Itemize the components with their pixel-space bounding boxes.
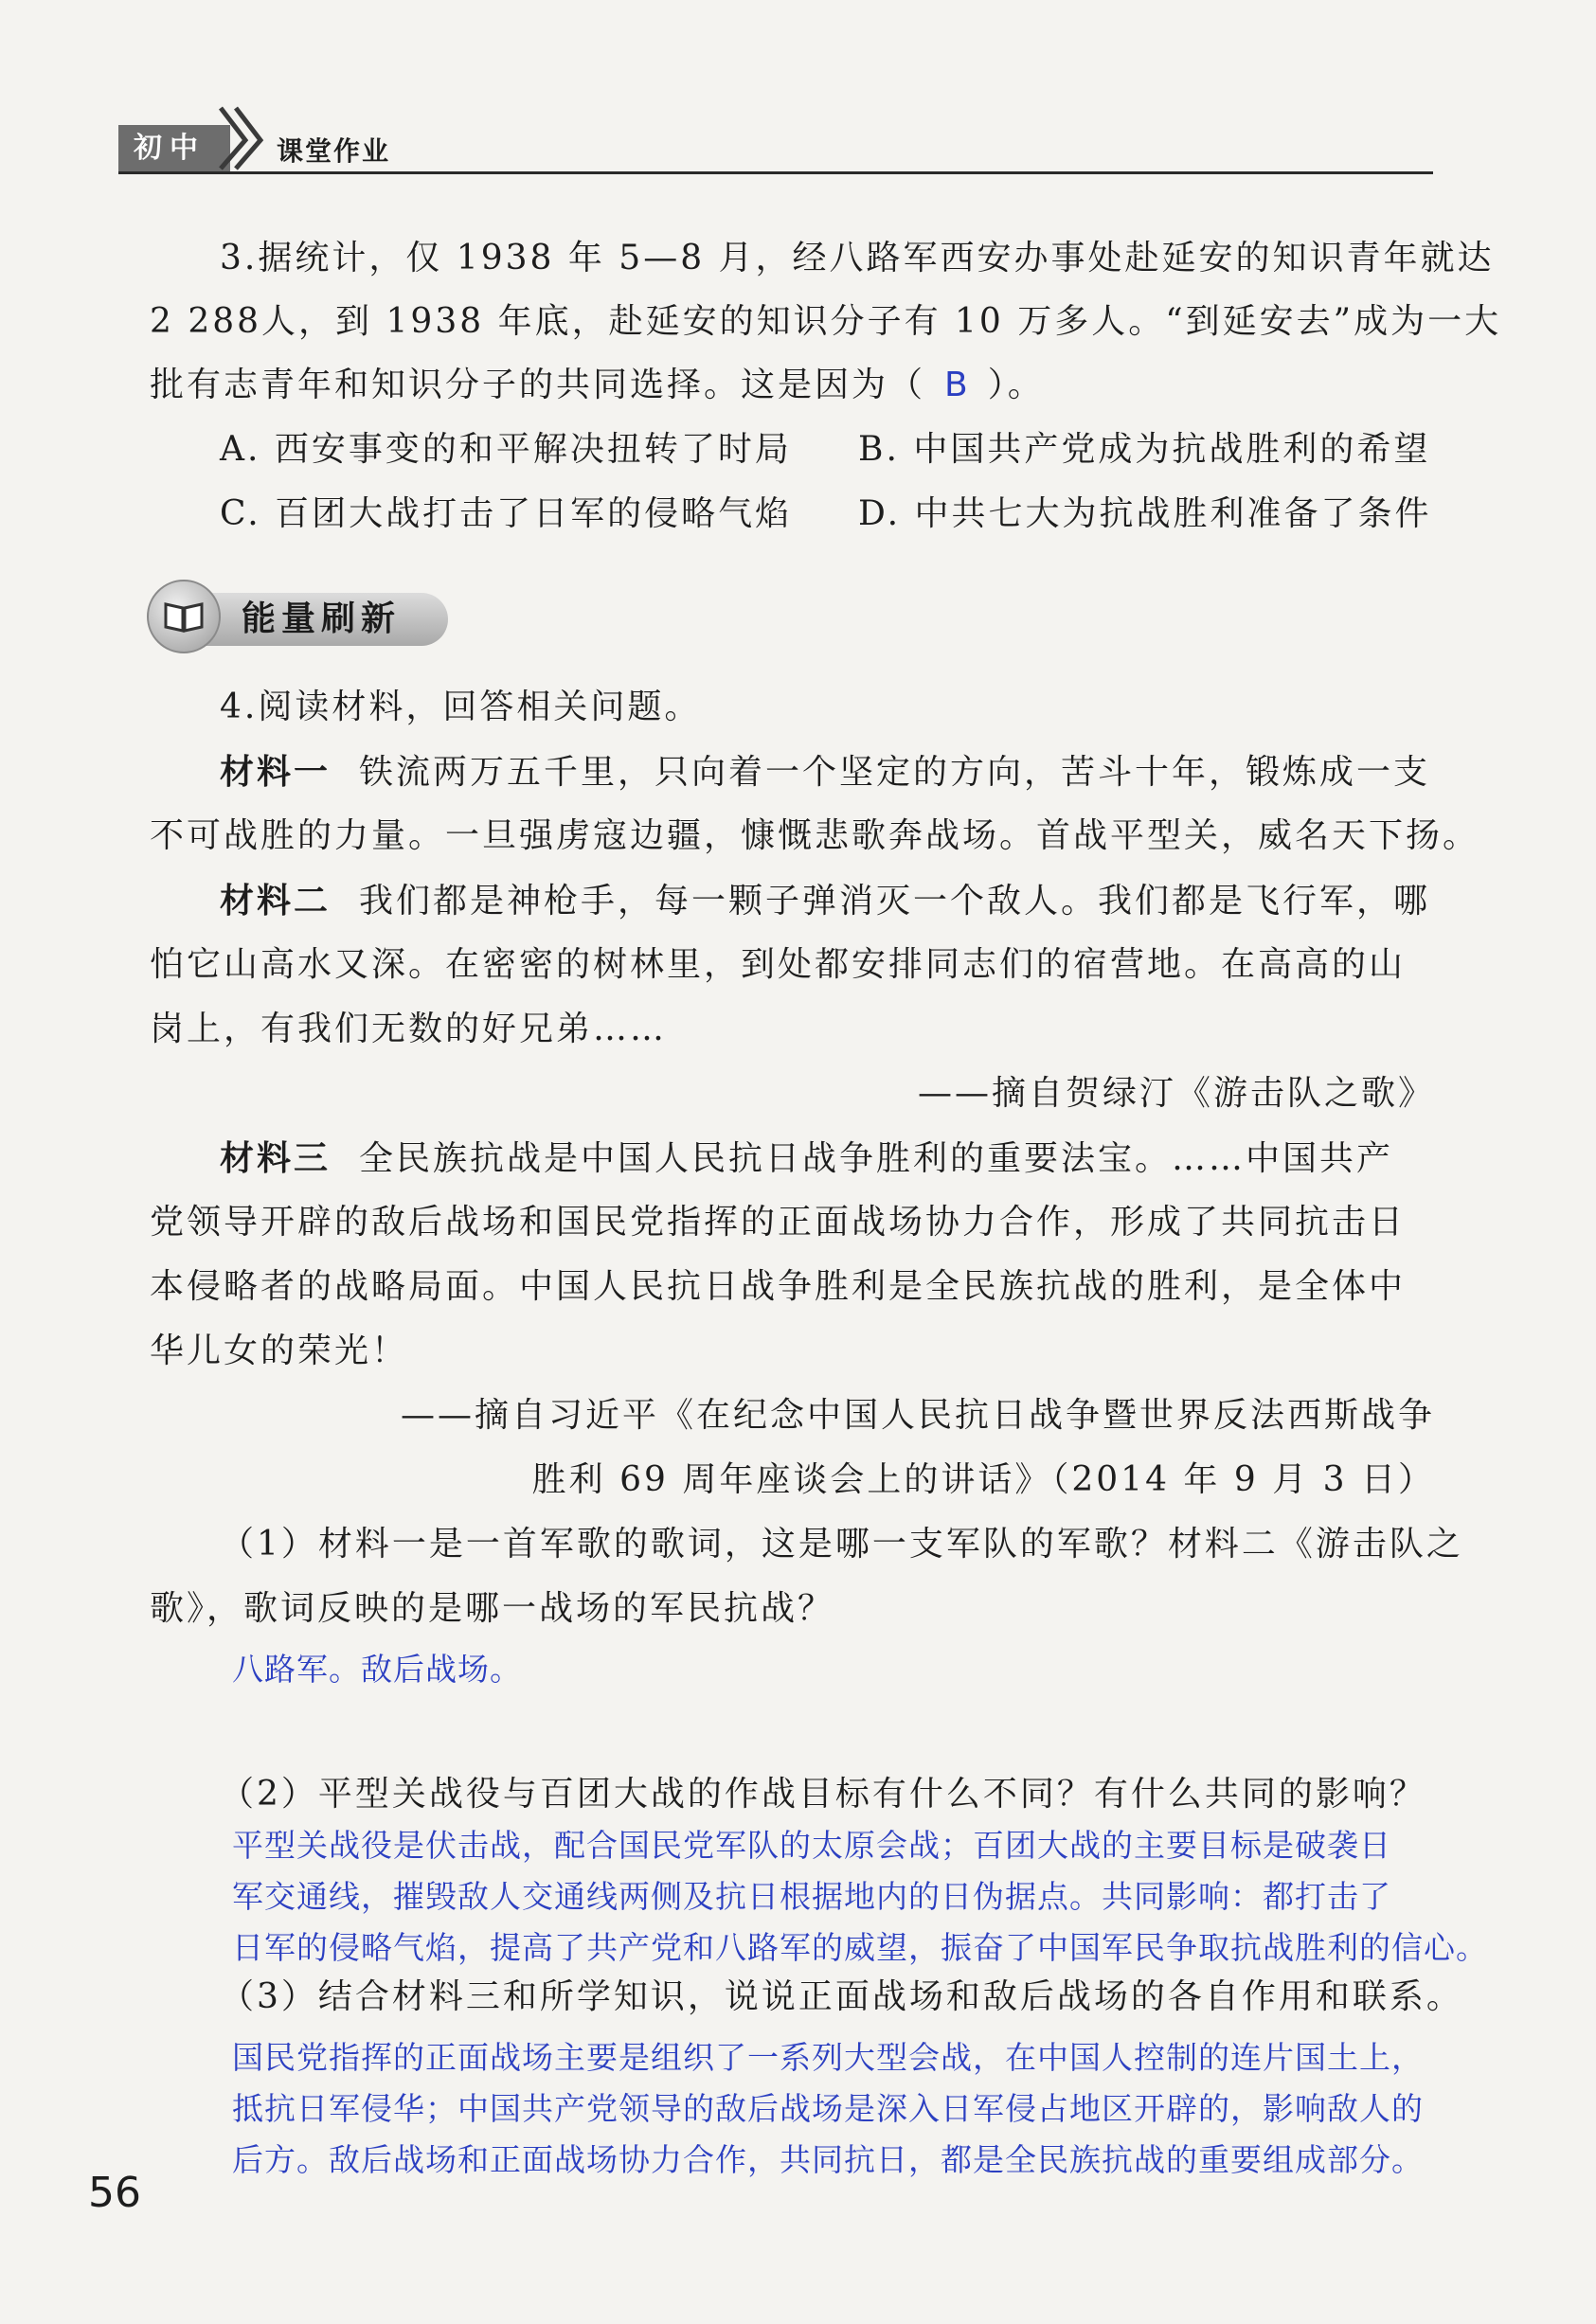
sub-question-1-line-1: （1）材料一是一首军歌的歌词，这是哪一支军队的军歌？材料二《游击队之 [220,1525,1463,1564]
book-icon [147,580,221,653]
material-2-text-1: 我们都是神枪手，每一颗子弹消灭一个敌人。我们都是飞行军，哪 [359,882,1431,921]
page-number: 56 [88,2169,141,2217]
q3-option-a: A. 西安事变的和平解决扭转了时局 [220,430,792,469]
q3-stem-before: 批有志青年和知识分子的共同选择。这是因为（ [150,366,926,404]
material-3-line-2: 党领导开辟的敌后战场和国民党指挥的正面战场协力合作，形成了共同抗击日 [150,1203,1407,1242]
material-1-line-1 [220,739,1430,806]
sub-answer-2-line-3: 日军的侵略气焰，提高了共产党和八路军的威望，振奋了中国军民争取抗战胜利的信心。 [232,1929,1488,1966]
sub-answer-3-line-1: 国民党指挥的正面战场主要是组织了一系列大型会战，在中国人控制的连片国土上， [232,2039,1424,2076]
series-title: 课堂作业 [277,135,391,167]
section-title: 能量刷新 [242,599,402,638]
material-1-text-1: 铁流两万五千里，只向着一个坚定的方向，苦斗十年，锻炼成一支 [359,753,1431,792]
sub-answer-3-line-3: 后方。敌后战场和正面战场协力合作，共同抗日，都是全民族抗战的重要组成部分。 [232,2141,1424,2178]
material-3-line-4: 华儿女的荣光！ [150,1332,409,1370]
sub-answer-2-line-1: 平型关战役是伏击战，配合国民党军队的太原会战；百团大战的主要目标是破袭日 [232,1827,1391,1864]
material-2-line-2: 怕它山高水又深。在密密的树林里，到处都安排同志们的宿营地。在高高的山 [150,945,1407,984]
sub-answer-2-line-2: 军交通线，摧毁敌人交通线两侧及抗日根据地内的日伪据点。共同影响：都打击了 [232,1878,1391,1915]
level-tag: 初中 [118,125,230,172]
header-rule [118,171,1433,174]
material-1-line-2: 不可战胜的力量。一旦强虏寇边疆，慷慨悲歌奔战场。首战平型关，威名天下扬。 [150,816,1480,855]
material-3-source-2: 胜利 69 周年座谈会上的讲话》（2014 年 9 月 3 日） [531,1460,1435,1499]
material-2-line-3: 岗上，有我们无数的好兄弟…… [150,1010,668,1048]
sub-question-1-line-2: 歌》，歌词反映的是哪一战场的军民抗战？ [150,1589,835,1628]
sub-answer-1: 八路军。敌后战场。 [232,1651,522,1688]
material-3-source-1: ——摘自习近平《在纪念中国人民抗日战争暨世界反法西斯战争 [400,1396,1435,1435]
material-1-label: 材料一 [220,752,332,792]
sub-answer-3-line-2: 抵抗日军侵华；中国共产党领导的敌后战场是深入日军侵占地区开辟的，影响敌人的 [232,2090,1424,2127]
material-3-line-3: 本侵略者的战略局面。中国人民抗日战争胜利是全民族抗战的胜利，是全体中 [150,1267,1407,1306]
q3-stem-after: ）。 [987,366,1045,404]
q3-line-1: 3.据统计，仅 1938 年 5—8 月，经八路军西安办事处赴延安的知识青年就达 [220,239,1495,277]
material-2-source: ——摘自贺绿汀《游击队之歌》 [917,1074,1435,1113]
q3-answer: B [944,366,969,404]
sub-question-3: （3）结合材料三和所学知识，说说正面战场和敌后战场的各自作用和联系。 [220,1977,1463,2016]
material-3-text-1: 全民族抗战是中国人民抗日战争胜利的重要法宝。……中国共产 [359,1139,1394,1178]
q3-option-d: D. 中共七大为抗战胜利准备了条件 [858,494,1432,533]
section-badge [147,580,448,653]
material-2-label: 材料二 [220,881,332,921]
q3-line-2: 2 288人，到 1938 年底，赴延安的知识分子有 10 万多人。“到延安去”成为一大 [150,302,1502,341]
q3-option-b: B. 中国共产党成为抗战胜利的希望 [858,430,1431,469]
q3-line-3 [150,352,1045,419]
q4-intro: 4.阅读材料，回答相关问题。 [220,688,702,726]
double-chevron-icon [213,102,270,172]
material-2-line-1 [220,867,1430,935]
sub-question-2: （2）平型关战役与百团大战的作战目标有什么不同？有什么共同的影响？ [220,1775,1426,1814]
material-3-label: 材料三 [220,1138,332,1178]
q3-option-c: C. 百团大战打击了日军的侵略气焰 [220,494,793,533]
material-3-line-1 [220,1125,1393,1192]
